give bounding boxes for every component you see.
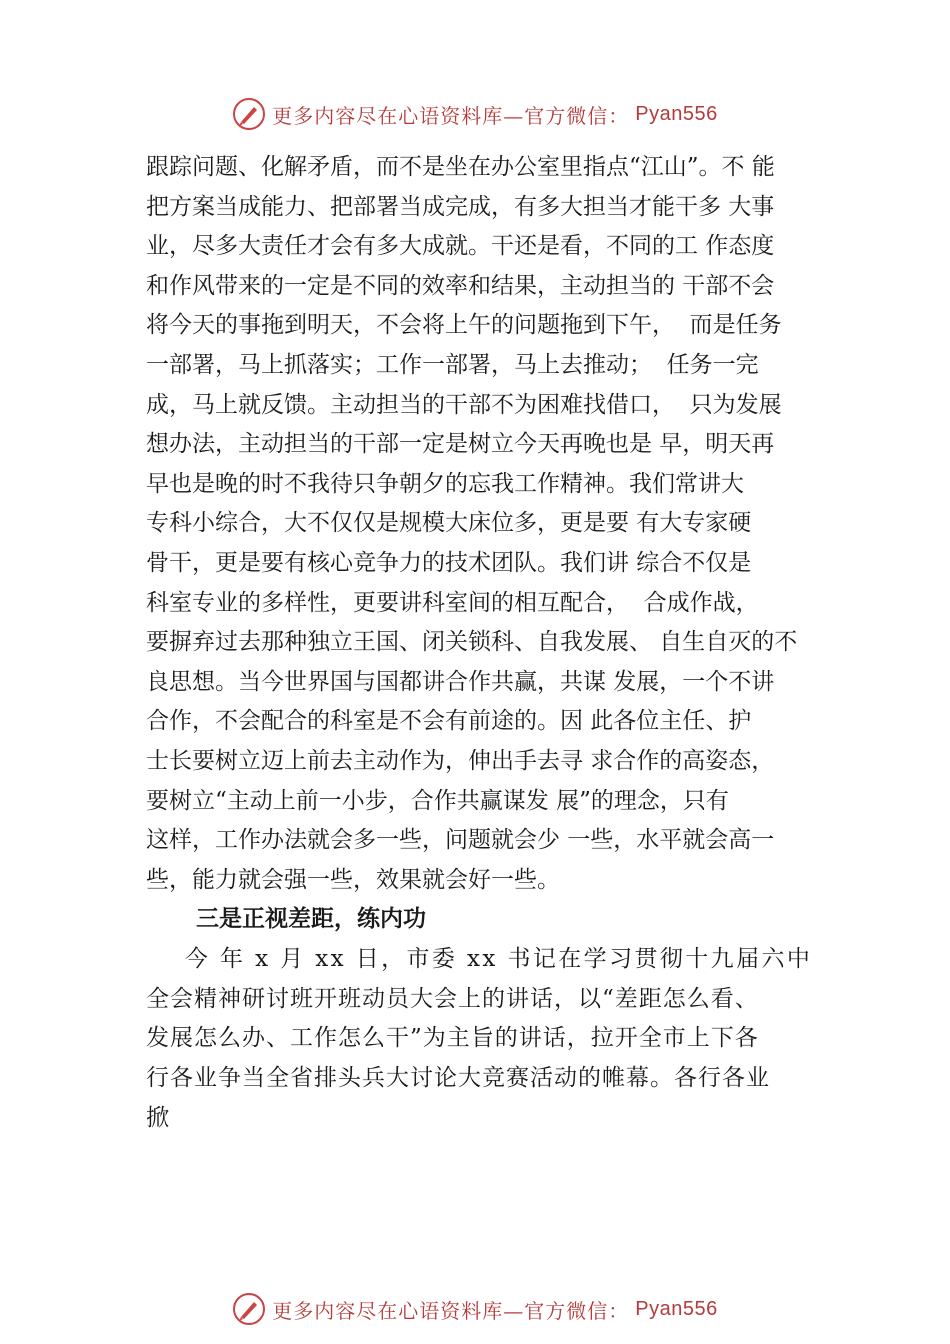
watermark-text: 更多内容尽在心语资料库—官方微信：: [272, 1298, 630, 1323]
watermark-text: 更多内容尽在心语资料库—官方微信：: [272, 103, 630, 128]
body-line: 良思想。当今世界国与国都讲合作共赢，共谋 发展，一个不讲: [146, 668, 775, 695]
body-line: 要树立“主动上前一小步，合作共赢谋发 展”的理念，只有: [146, 787, 729, 814]
watermark-account: Pyan556: [635, 102, 718, 125]
body-line: 专科小综合，大不仅仅是规模大床位多，更是要 有大专家硬: [146, 510, 752, 537]
body-line: 一部署，马上抓落实；工作一部署，马上去推动； 任务一完: [146, 351, 759, 378]
body-line: 跟踪问题、化解矛盾，而不是坐在办公室里指点“江山”。不 能: [146, 154, 775, 180]
header-watermark: [0, 94, 950, 134]
body-line: 些，能力就会强一些，效果就会好一些。: [146, 866, 560, 893]
section-heading: 三是正视差距，练内功: [196, 906, 426, 933]
body-line: 成，马上就反馈。主动担当的干部不为困难找借口， 只为发展: [146, 391, 782, 418]
footer-watermark: [0, 1289, 950, 1329]
body-line: 士长要树立迈上前去主动作为，伸出手去寻 求合作的高姿态，: [146, 747, 775, 774]
body-line: 发展怎么办、工作怎么干”为主旨的讲话，拉开全市上下各: [146, 1025, 759, 1052]
body-line: 这样，工作办法就会多一些，问题就会少 一些，水平就会高一: [146, 827, 775, 854]
document-body: [146, 148, 836, 1138]
body-line: 科室专业的多样性，更要讲科室间的相互配合， 合成作战，: [146, 589, 759, 616]
body-line: 早也是晚的时不我待只争朝夕的忘我工作精神。我们常讲大: [146, 470, 744, 497]
body-line: 今 年 x 月 xx 日，市委 xx 书记在学习贯彻十九届六中: [146, 946, 813, 973]
body-line: 业，尽多大责任才会有多大成就。干还是看，不同的工 作态度: [146, 233, 775, 260]
body-line: 要摒弃过去那种独立王国、闭关锁科、自我发展、 自生自灭的不: [146, 629, 798, 656]
body-line: 和作风带来的一定是不同的效率和结果，主动担当的 干部不会: [146, 272, 775, 299]
watermark-account: Pyan556: [635, 1297, 718, 1320]
body-line: 想办法，主动担当的干部一定是树立今天再晚也是 早，明天再: [146, 431, 775, 458]
body-line: 将今天的事拖到明天，不会将上午的问题拖到下午， 而是任务: [146, 312, 782, 339]
pen-logo-icon: [232, 1292, 266, 1326]
body-line: 掀: [146, 1104, 169, 1131]
body-line: 全会精神研讨班开班动员大会上的讲话，以“差距怎么看、: [146, 985, 759, 1012]
body-line: 骨干，更是要有核心竞争力的技术团队。我们讲 综合不仅是: [146, 549, 752, 576]
pen-logo-icon: [232, 97, 266, 131]
body-line: 行各业争当全省排头兵大讨论大竞赛活动的帷幕。各行各业: [146, 1065, 770, 1092]
body-line: 把方案当成能力、把部署当成完成，有多大担当才能干多 大事: [146, 193, 775, 220]
body-line: 合作，不会配合的科室是不会有前途的。因 此各位主任、护: [146, 708, 752, 735]
